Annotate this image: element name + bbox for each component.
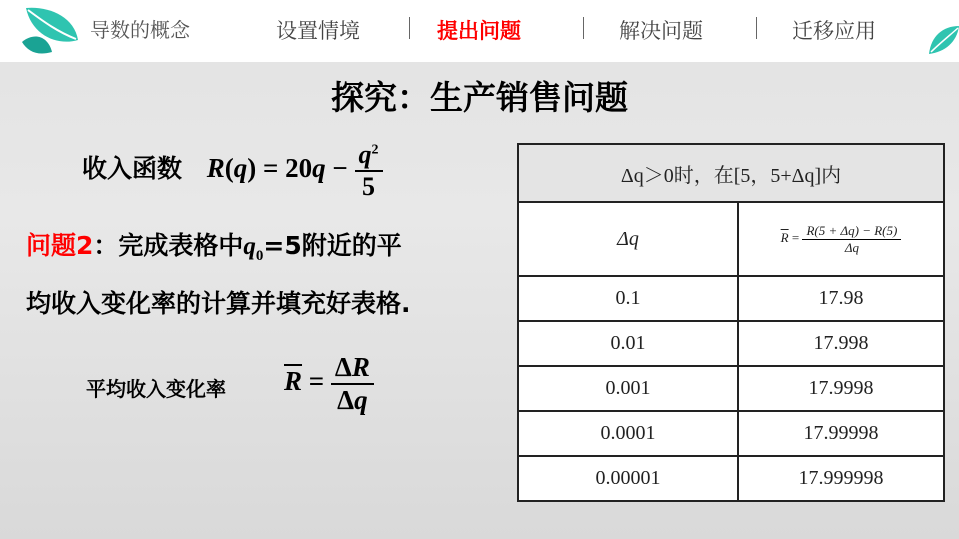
rate-cell: 17.99998	[738, 411, 944, 456]
table-row	[518, 456, 944, 501]
nav-tab-solve-problem[interactable]: 解决问题	[619, 19, 703, 43]
table-row	[518, 276, 944, 321]
course-title: 导数的概念	[90, 18, 190, 42]
average-rate-formula: $\overline{R}$ = $\frac{\Delta R}{\Delta q}$	[284, 352, 374, 416]
nav-divider	[756, 17, 757, 39]
question-text-b: =5附近的平	[263, 231, 402, 260]
nav-tab-ask-question[interactable]: 提出问题	[437, 19, 521, 43]
income-formula: R(q) = 20q − $\frac{q^2}{5}$	[207, 153, 383, 183]
question-label: 问题2	[26, 231, 94, 260]
rate-cell: 17.9998	[738, 366, 944, 411]
average-income-rate-label: 平均收入变化率	[86, 377, 226, 401]
table-column-header-row	[518, 202, 944, 276]
nav-divider	[409, 17, 410, 39]
nav-divider	[583, 17, 584, 39]
table-row	[518, 321, 944, 366]
leaf-decoration-icon	[925, 22, 959, 62]
top-nav-bar	[0, 0, 959, 62]
rate-cell: 17.999998	[738, 456, 944, 501]
col-delta-q-header: Δq	[518, 202, 738, 276]
leaf-logo-icon	[18, 2, 88, 60]
income-function-label: 收入函数	[82, 154, 183, 184]
rate-cell: 17.98	[738, 276, 944, 321]
question-2	[26, 226, 402, 265]
col-average-rate-header: $\overline{R}$ = $\frac{R(5 + \Delta q) - R(5)}{\Delta q}$	[738, 202, 944, 276]
delta-q-cell: 0.001	[518, 366, 738, 411]
table-header-cell: Δq＞0时，在[5，5+Δq]内	[518, 144, 944, 202]
q0-symbol: $q_0$	[243, 233, 264, 264]
rate-table	[517, 143, 945, 502]
income-function	[82, 140, 383, 202]
question-2-line2: 均收入变化率的计算并填充好表格.	[26, 289, 411, 318]
average-income-rate	[86, 373, 226, 402]
delta-q-cell: 0.0001	[518, 411, 738, 456]
delta-q-cell: 0.00001	[518, 456, 738, 501]
question-text-a: ：完成表格中	[93, 231, 244, 260]
delta-q-cell: 0.1	[518, 276, 738, 321]
table-row	[518, 411, 944, 456]
nav-tab-transfer-application[interactable]: 迁移应用	[792, 19, 876, 43]
table-header-row	[518, 144, 944, 202]
nav-tab-setting-scenario[interactable]: 设置情境	[276, 19, 360, 43]
page-title: 探究：生产销售问题	[331, 78, 628, 117]
rate-cell: 17.998	[738, 321, 944, 366]
delta-q-cell: 0.01	[518, 321, 738, 366]
table-row	[518, 366, 944, 411]
